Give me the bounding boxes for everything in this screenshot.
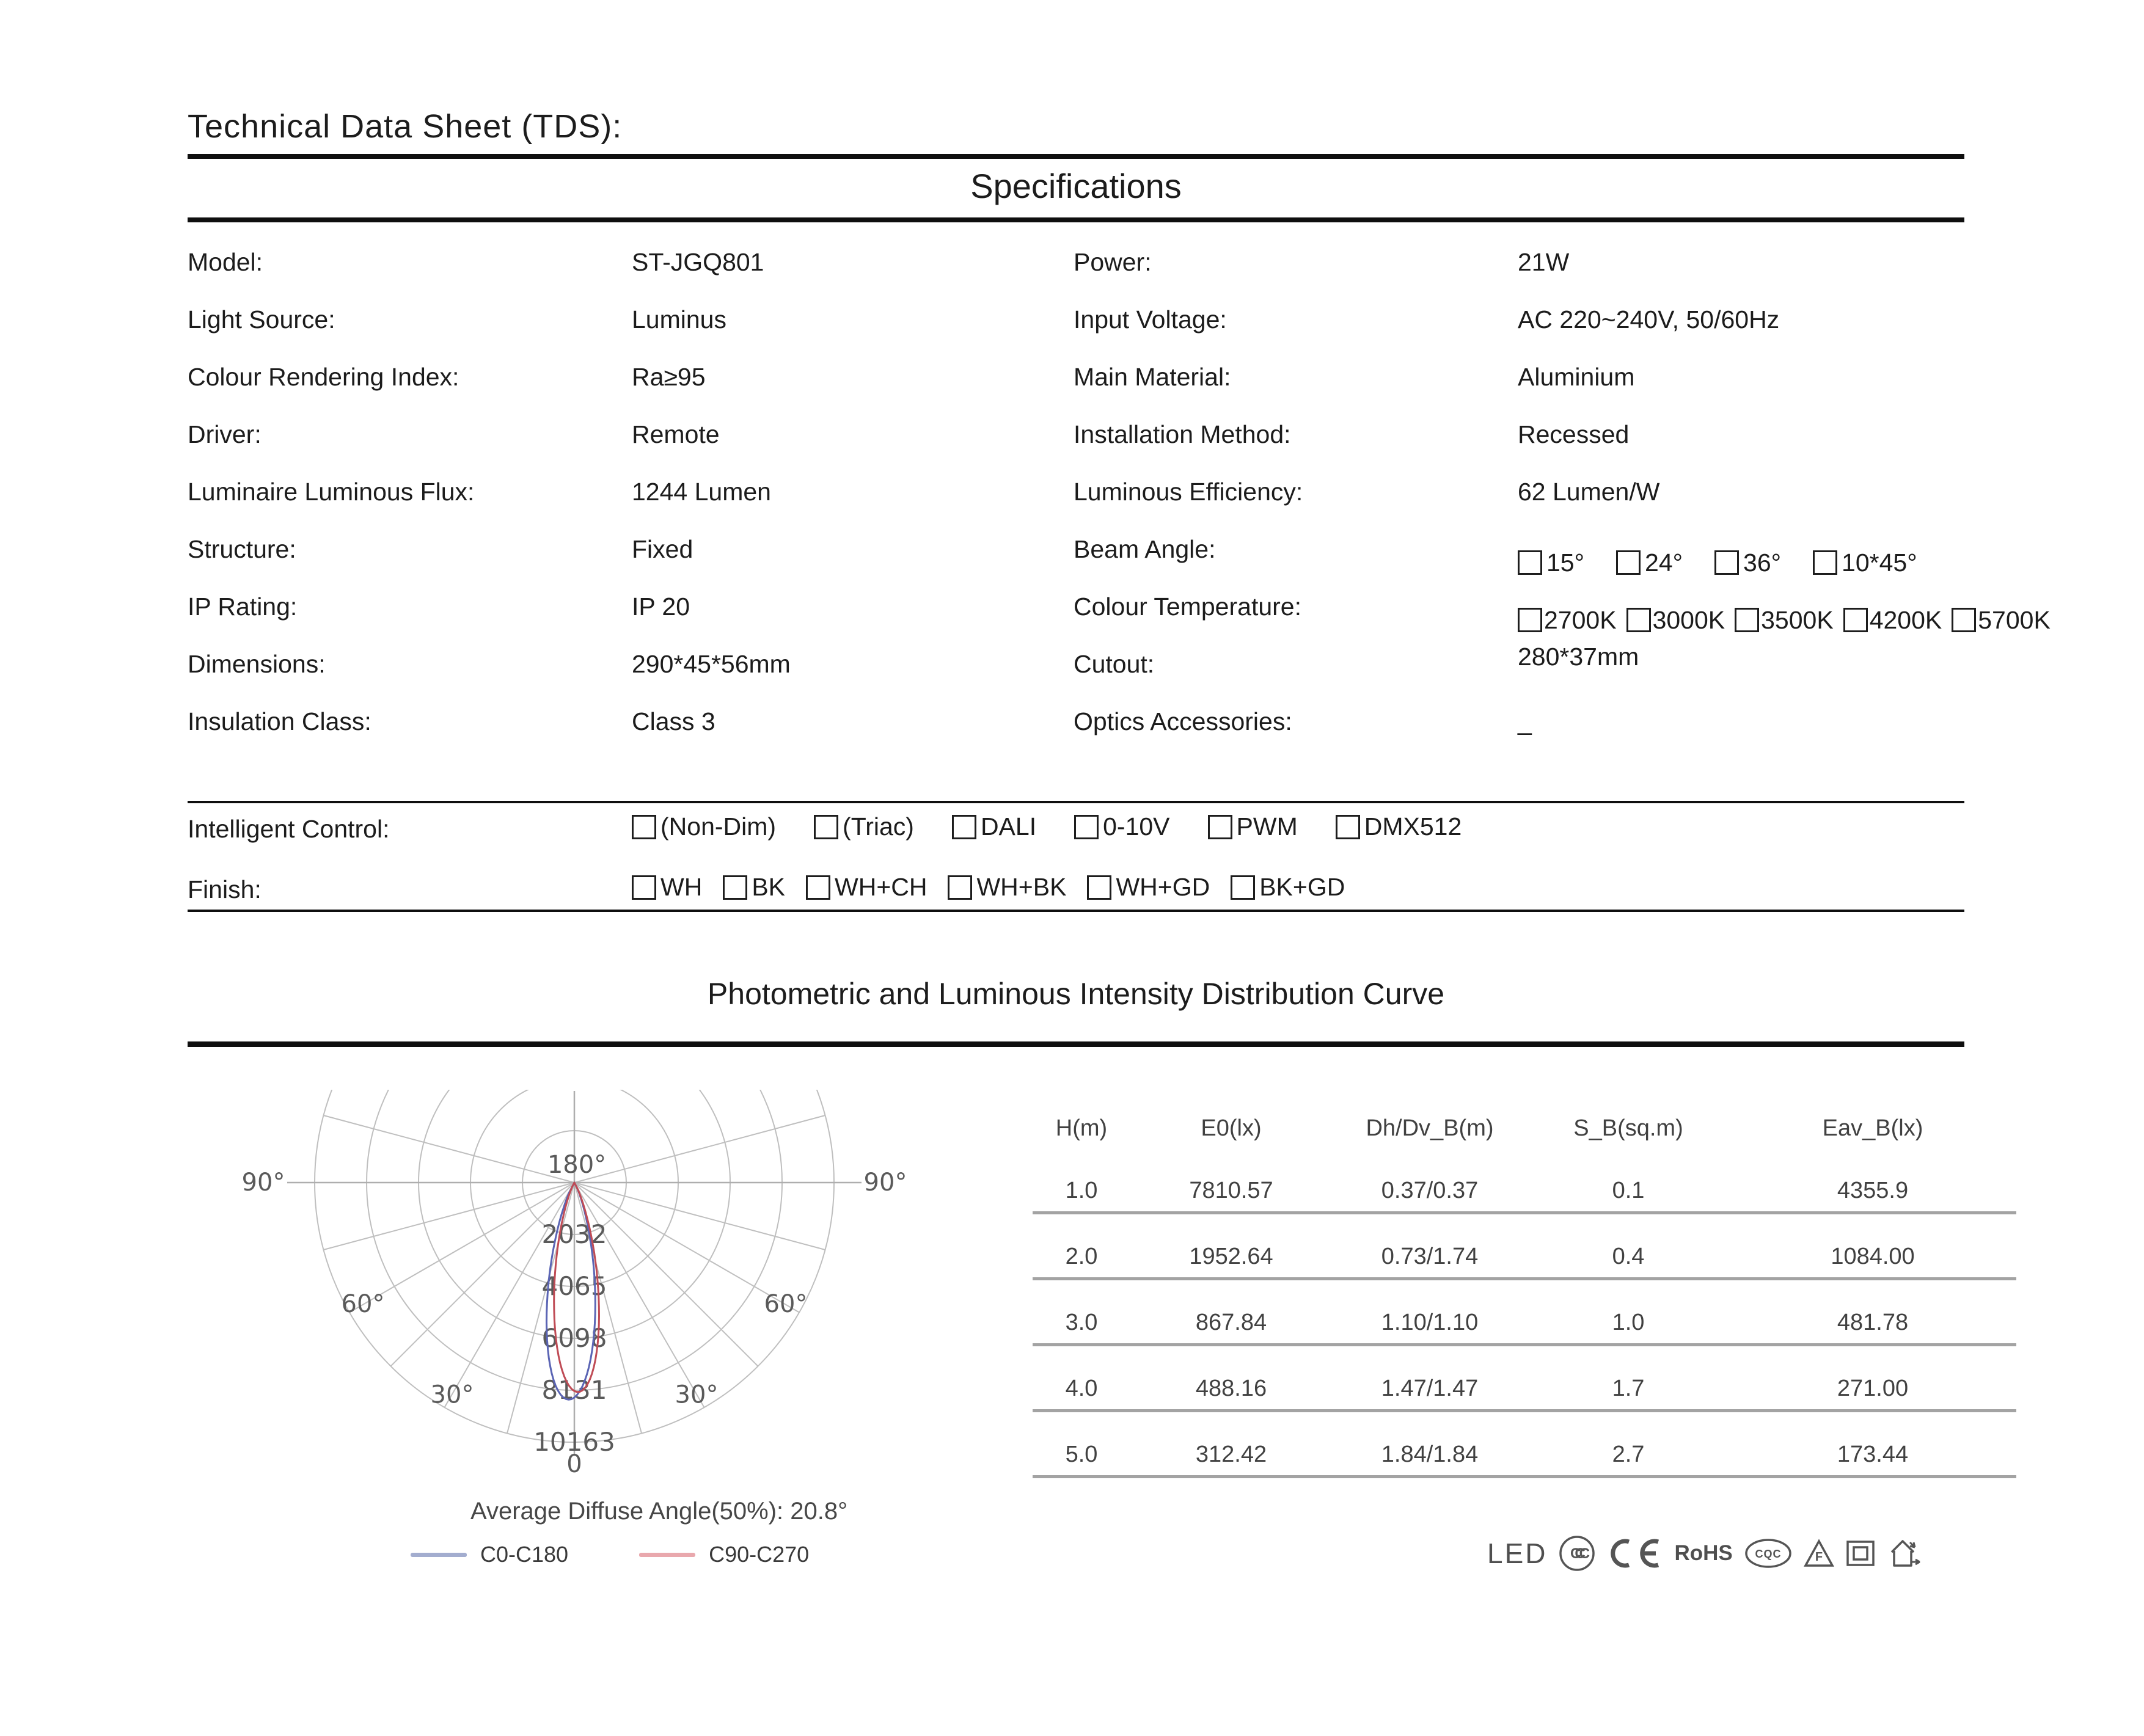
cell: 312.42 [1195, 1442, 1267, 1467]
svg-text:90°: 90° [863, 1169, 907, 1197]
checkbox-label: WH+BK [976, 873, 1067, 901]
checkbox-label: WH+CH [835, 873, 927, 901]
divider [188, 910, 1964, 912]
cell: 173.44 [1837, 1442, 1909, 1467]
svg-text:30°: 30° [430, 1380, 474, 1409]
checkbox-label: (Triac) [843, 812, 914, 841]
svg-text:6098: 6098 [541, 1323, 607, 1353]
checkbox-label: 15° [1546, 549, 1585, 577]
legend-swatch-c0-c180 [411, 1553, 467, 1557]
svg-text:CQC: CQC [1755, 1548, 1782, 1560]
checkbox-label: 3000K [1652, 606, 1725, 634]
svg-text:30°: 30° [675, 1380, 719, 1409]
cell: 1.7 [1612, 1376, 1645, 1401]
cell: 7810.57 [1189, 1178, 1273, 1203]
beam-angle-checkbox-36[interactable] [1714, 550, 1739, 575]
table-row [1033, 1346, 2016, 1412]
spec-value: 21W [1518, 248, 1570, 276]
beam-angle-checkbox-15[interactable] [1518, 550, 1542, 575]
svg-text:180°: 180° [547, 1151, 607, 1179]
intelligent-control-label: Intelligent Control: [188, 815, 390, 843]
ce-icon [1607, 1538, 1663, 1569]
checkbox-label: 4200K [1869, 606, 1942, 634]
cell: 0.37/0.37 [1381, 1178, 1479, 1203]
svg-text:CCC: CCC [1570, 1545, 1584, 1562]
checkbox-label: WH [660, 873, 703, 901]
spec-label: Main Material: [1074, 363, 1231, 391]
spec-value: Class 3 [632, 707, 715, 735]
beam-angle-checkbox-24[interactable] [1616, 550, 1641, 575]
svg-text:4065: 4065 [541, 1271, 607, 1301]
checkbox-label: DALI [980, 812, 1037, 841]
specifications-heading: Specifications [970, 167, 1182, 205]
photometric-polar-chart [205, 1074, 969, 1501]
ccc-icon [1558, 1534, 1596, 1572]
spec-label: Input Voltage: [1074, 305, 1227, 334]
colour-temp-checkbox-3000k[interactable] [1626, 608, 1651, 632]
spec-value: 1244 Lumen [632, 478, 771, 506]
spec-value: Recessed [1518, 420, 1630, 448]
spec-value: IP 20 [632, 593, 690, 621]
checkbox-label: BK+GD [1259, 873, 1345, 901]
photometric-heading: Photometric and Luminous Intensity Distribution Curve [707, 977, 1445, 1011]
spec-label: Model: [188, 248, 263, 276]
cqc-icon [1744, 1537, 1793, 1569]
svg-text:60°: 60° [764, 1290, 808, 1318]
svg-text:0: 0 [566, 1450, 582, 1478]
rohs-label: RoHS [1674, 1541, 1733, 1565]
column-header: S_B(sq.m) [1573, 1115, 1683, 1141]
cell: 1952.64 [1189, 1244, 1273, 1269]
spec-label: Colour Temperature: [1074, 593, 1301, 621]
spec-label: Structure: [188, 535, 296, 563]
divider [188, 801, 1964, 803]
spec-label: Power: [1074, 248, 1152, 276]
colour-temp-checkbox-5700k[interactable] [1952, 608, 1976, 632]
svg-text:8131: 8131 [541, 1375, 607, 1405]
checkbox-label: DMX512 [1364, 812, 1462, 841]
cell: 1.84/1.84 [1381, 1442, 1479, 1467]
legend-label: C90-C270 [709, 1542, 810, 1567]
spec-label: IP Rating: [188, 593, 298, 621]
spec-label: Installation Method: [1074, 420, 1291, 448]
spec-label: Luminous Efficiency: [1074, 478, 1303, 506]
spec-value: Fixed [632, 535, 693, 563]
spec-label: Luminaire Luminous Flux: [188, 478, 475, 506]
spec-value: ST-JGQ801 [632, 248, 764, 276]
spec-label: Cutout: [1074, 650, 1155, 678]
table-row [1033, 1148, 2016, 1214]
divider [188, 1041, 1964, 1047]
control-checkbox-nondim[interactable] [632, 815, 656, 839]
checkbox-label: 0-10V [1103, 812, 1170, 841]
spec-value: Remote [632, 420, 720, 448]
column-header: Dh/Dv_B(m) [1366, 1115, 1494, 1141]
svg-text:60°: 60° [341, 1290, 385, 1318]
svg-text:90°: 90° [241, 1169, 285, 1197]
column-header: H(m) [1055, 1115, 1108, 1141]
spec-label: Light Source: [188, 305, 335, 334]
cell: 1.0 [1612, 1310, 1645, 1335]
cell: 4.0 [1065, 1376, 1098, 1401]
column-header: E0(lx) [1201, 1115, 1262, 1141]
legend-swatch-c90-c270 [639, 1553, 695, 1557]
control-checkbox-0-10v[interactable] [1074, 815, 1099, 839]
checkbox-label: BK [752, 873, 786, 901]
cell: 1084.00 [1831, 1244, 1915, 1269]
colour-temp-checkbox-2700k[interactable] [1518, 608, 1542, 632]
finish-label: Finish: [188, 875, 262, 903]
control-checkbox-dali[interactable] [952, 815, 976, 839]
table-row [1033, 1412, 2016, 1478]
legend-label: C0-C180 [480, 1542, 569, 1567]
checkbox-label: PWM [1236, 812, 1298, 841]
spec-value: 62 Lumen/W [1518, 478, 1660, 506]
beam-angle-checkbox-10x45[interactable] [1813, 550, 1837, 575]
checkbox-label: 5700K [1978, 606, 2051, 634]
control-checkbox-triac[interactable] [814, 815, 838, 839]
cell: 2.0 [1065, 1244, 1098, 1269]
finish-checkbox-wh-ch[interactable] [806, 875, 830, 900]
spec-label: Beam Angle: [1074, 535, 1216, 563]
cell: 0.73/1.74 [1381, 1244, 1479, 1269]
column-header: Eav_B(lx) [1822, 1115, 1923, 1141]
checkbox-label: 24° [1645, 549, 1683, 577]
spec-label: Insulation Class: [188, 707, 371, 735]
led-label: LED [1487, 1537, 1548, 1569]
spec-value: 280*37mm [1518, 643, 1639, 671]
cell: 481.78 [1837, 1310, 1909, 1335]
checkbox-label: WH+GD [1116, 873, 1210, 901]
spec-value: Aluminium [1518, 363, 1635, 391]
finish-checkbox-wh[interactable] [632, 875, 656, 900]
cell: 2.7 [1612, 1442, 1645, 1467]
class2-double-square-icon [1845, 1539, 1876, 1568]
average-diffuse-angle-note: Average Diffuse Angle(50%): 20.8° [470, 1498, 848, 1525]
colour-temperature-options [1518, 591, 2144, 649]
certification-marks [1487, 1534, 1922, 1572]
cell: 5.0 [1065, 1442, 1098, 1467]
table-row [1033, 1280, 2016, 1346]
specifications-grid [188, 247, 2144, 764]
spec-label: Dimensions: [188, 650, 326, 678]
svg-text:F: F [1815, 1550, 1823, 1564]
cell: 1.10/1.10 [1381, 1310, 1479, 1335]
checkbox-label: 36° [1743, 549, 1782, 577]
chart-legend [411, 1542, 809, 1567]
spec-value: _ [1518, 707, 1532, 735]
checkbox-label: 3500K [1761, 606, 1834, 634]
control-checkbox-pwm[interactable] [1208, 815, 1232, 839]
svg-text:2032: 2032 [541, 1219, 607, 1249]
f-triangle-icon [1804, 1539, 1834, 1568]
checkbox-label: 10*45° [1842, 549, 1917, 577]
cell: 867.84 [1195, 1310, 1267, 1335]
indoor-house-icon [1887, 1537, 1922, 1569]
intelligent-control-options [632, 812, 1462, 841]
cell: 1.0 [1065, 1178, 1098, 1203]
cell: 0.1 [1612, 1178, 1645, 1203]
spec-value: AC 220~240V, 50/60Hz [1518, 305, 1780, 334]
divider [188, 154, 1964, 159]
finish-checkbox-bk-gd[interactable] [1231, 875, 1255, 900]
colour-temp-checkbox-4200k[interactable] [1843, 608, 1868, 632]
spec-label: Driver: [188, 420, 262, 448]
cell: 1.47/1.47 [1381, 1376, 1479, 1401]
cell: 0.4 [1612, 1244, 1645, 1269]
spec-value: 290*45*56mm [632, 650, 791, 678]
divider [188, 217, 1964, 222]
spec-value: Ra≥95 [632, 363, 706, 391]
finish-checkbox-wh-bk[interactable] [948, 875, 972, 900]
spec-label: Optics Accessories: [1074, 707, 1292, 735]
checkbox-label: (Non-Dim) [660, 812, 777, 841]
svg-text:10163: 10163 [533, 1427, 615, 1457]
cell: 4355.9 [1837, 1178, 1909, 1203]
photometric-table [1033, 1115, 2016, 1478]
page-title: Technical Data Sheet (TDS): [188, 108, 623, 145]
table-header-row [1033, 1115, 2016, 1148]
finish-options [632, 873, 1345, 902]
finish-checkbox-wh-gd[interactable] [1087, 875, 1111, 900]
polar-chart-svg [205, 1074, 969, 1501]
spec-label: Colour Rendering Index: [188, 363, 459, 391]
spec-value: Luminus [632, 305, 726, 334]
cell: 3.0 [1065, 1310, 1098, 1335]
control-checkbox-dmx512[interactable] [1336, 815, 1360, 839]
finish-checkbox-bk[interactable] [723, 875, 747, 900]
cell: 488.16 [1195, 1376, 1267, 1401]
beam-angle-options [1518, 534, 2144, 591]
cell: 271.00 [1837, 1376, 1909, 1401]
colour-temp-checkbox-3500k[interactable] [1735, 608, 1759, 632]
table-row [1033, 1214, 2016, 1280]
checkbox-label: 2700K [1544, 606, 1617, 634]
